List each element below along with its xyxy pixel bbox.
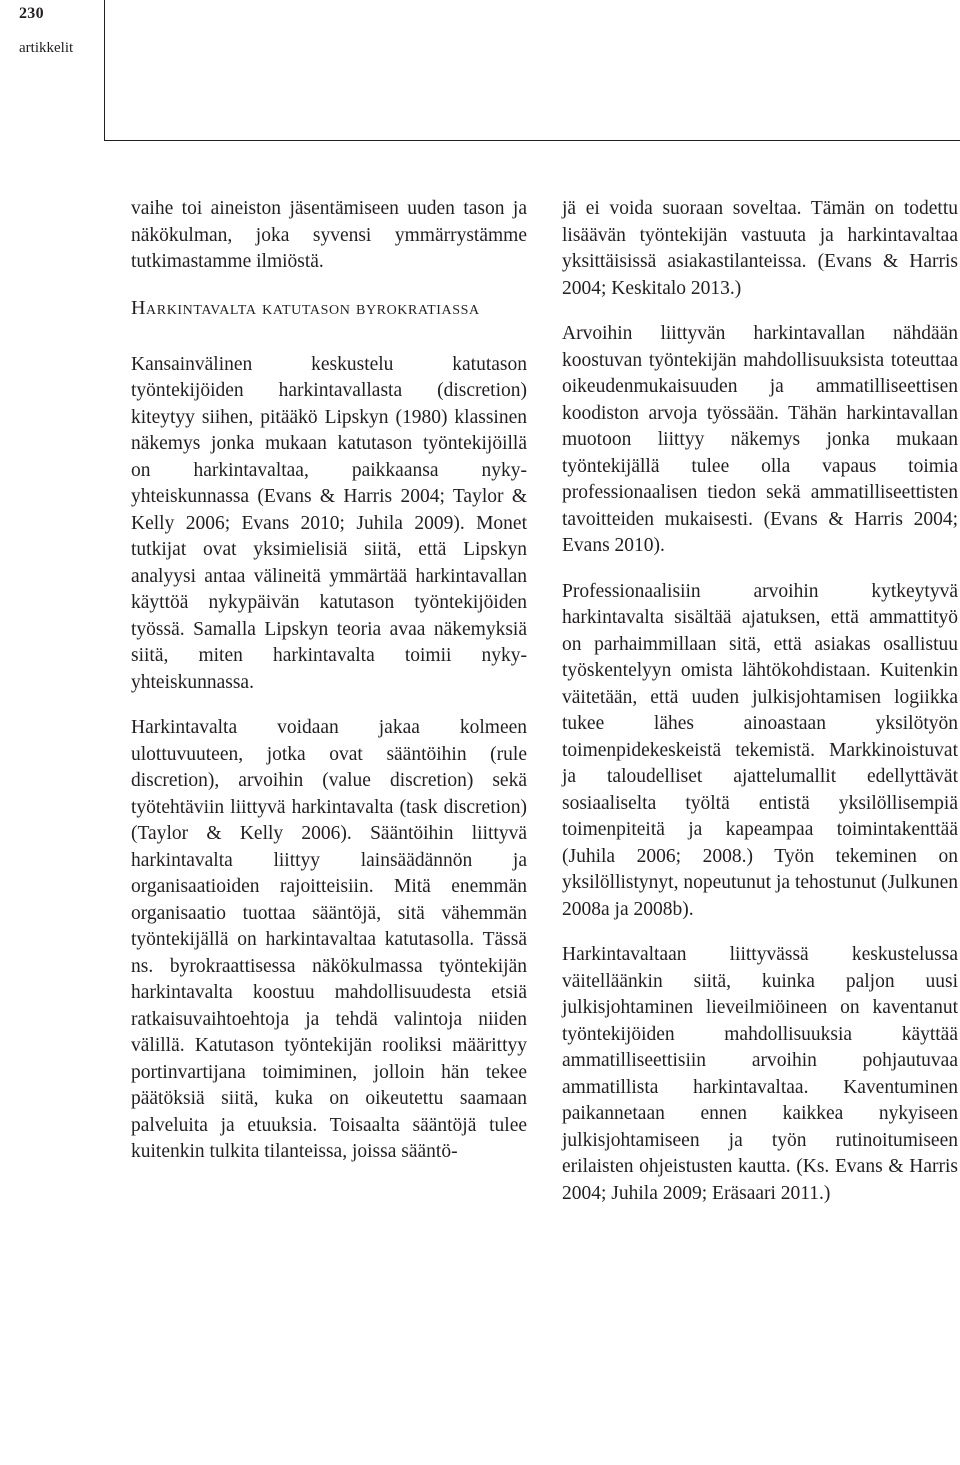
paragraph-professional-values: Professionaalisiin arvoihin kytkeytyvä harkintavalta sisältää ajatuksen, että ammattityö on parhaimmillaan sitä, että asiakas osallistuu työskentelyyn omista lähtökohdistaan. Kuitenkin väitetään, että uuden julkisjohtamisen logiikka tukee lähes ainoastaan yksilötyön toimenpidekeskeistä tekemistä. Markkinoistuvat ja taloudelliset ajattelumallit edellyttävät sosiaaliselta työltä entistä yksilöllisempiä toimenpiteitä ja kapeampaa toimintakenttää (Juhila 2006; 2008.) Työn tekeminen on yksilöllistynyt, nopeutunut ja tehostunut (Julkunen 2008a ja 2008b). xyxy=(562,580,958,920)
paragraph-npm-debate: Harkintavaltaan liittyvässä keskustelussa väitelläänkin siitä, kuinka paljon uusi julkisjohtaminen lieveilmiöineen on kaventanut työntekijöiden mahdollisuuksia käyttää ammatilliseettisiin arvoihin pohjautuvaa ammatillista harkintavaltaa. Kaventuminen paikannetaan ennen kaikkea nykyiseen julkisjohtamiseen ja työn rutinoitumiseen erilaisten ohjeistusten kautta. (Ks. Evans & Harris 2004; Juhila 2009; Eräsaari 2011.) xyxy=(562,944,958,1204)
page-number: 230 xyxy=(19,5,44,22)
paragraph-discretion-debate: Kansainvälinen keskustelu katutason työntekijöiden harkintavallasta (discretion) kiteytyy siihen, pitääkö Lipskyn (1980) klassinen näkemys jonka mukaan katutason työntekijöillä on harkintavaltaa, paikkaansa nyky-yhteiskunnassa (Evans & Harris 2004; Taylor & Kelly 2006; Evans 2010; Juhila 2009). Monet tutkijat ovat yksimielisiä siitä, että Lipskyn analyysi antaa välineitä ymmärtää harkintavallan käyttöä nykypäivän katutason työntekijöiden työssä. Samalla Lipskyn teoria avaa näkemyksiä siitä, miten harkintavalta toimii nyky-yhteiskunnassa. xyxy=(131,353,527,693)
right-column xyxy=(562,196,958,1207)
left-column xyxy=(131,196,527,1166)
paragraph-rule-discretion: Harkintavalta voidaan jakaa kolmeen ulottuvuuteen, jotka ovat sääntöihin (rule discretion), arvoihin (value discretion) sekä työtehtäviin liittyvä harkintavalta (task discretion) (Taylor & Kelly 2006). Sääntöihin liittyvä harkintavalta liittyy lainsäädännön ja organisaatioiden rajoitteisiin. Mitä enemmän organisaatio tuottaa sääntöjä, sitä vähemmän työntekijällä on harkintavaltaa katutasolla. Tässä ns. byrokraattisessa näkökulmassa työntekijän harkintavalta koostuu mahdollisuudesta etsiä ratkaisuvaihtoehtoja ja tehdä valintoja niiden välillä. Katutason työntekijän rooliksi määrittyy portinvartijana toimiminen, jolloin hän tekee päätöksiä siitä, kuka on oikeutettu saamaan palveluita ja etuuksia. Toisaalta sääntöjä tulee kuitenkin tulkita tilanteissa, joissa sääntö- xyxy=(131,717,527,1162)
header-horizontal-rule xyxy=(104,140,960,141)
paragraph-continuation: jä ei voida suoraan soveltaa. Tämän on todettu lisäävän työntekijän vastuuta ja harkintavaltaa yksittäisissä asiakastilanteissa. (Evans & Harris 2004; Keskitalo 2013.) xyxy=(562,198,958,299)
section-heading: Harkintavalta katutason byrokratiassa xyxy=(131,296,480,319)
section-label: artikkelit xyxy=(19,40,74,56)
intro-paragraph: vaihe toi aineiston jäsentämiseen uuden tason ja näkökulman, joka syvensi ymmärrystämme tutkimastamme ilmiöstä. xyxy=(131,198,527,272)
page-header xyxy=(0,0,104,70)
header-vertical-rule xyxy=(104,0,105,140)
paragraph-value-discretion: Arvoihin liittyvän harkintavallan nähdään koostuvan työntekijän mahdollisuuksista toteuttaa oikeudenmukaisuuden ja ammatilliseettisen koodiston arvoja työssään. Tähän harkintavallan muotoon liittyy näkemys jonka mukaan työntekijällä tulee olla vapaus toimia professionaalisen tiedon sekä ammatilliseettisten tavoitteiden mukaisesti. (Evans & Harris 2004; Evans 2010). xyxy=(562,323,958,556)
